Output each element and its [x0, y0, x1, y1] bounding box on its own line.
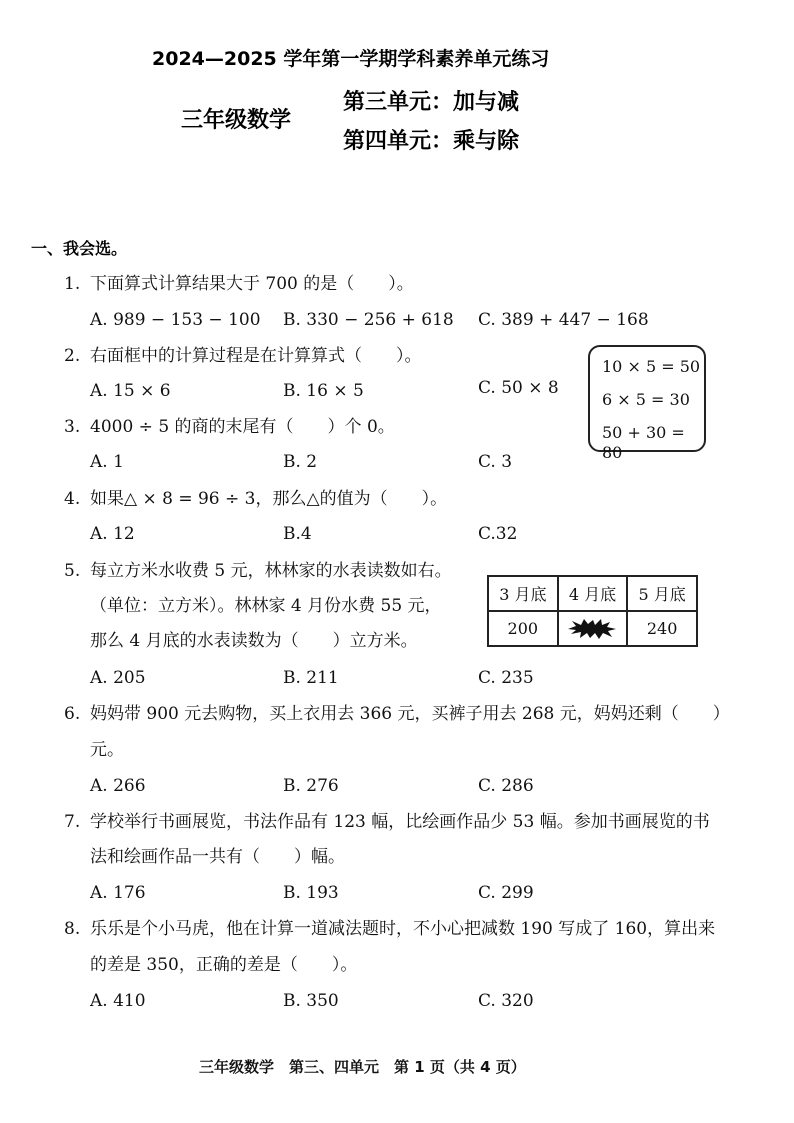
option-b: B. 16 × 5	[283, 381, 364, 401]
option-b: B. 211	[283, 668, 339, 688]
question-text-line: 法和绘画作品一共有（ ）幅。	[90, 847, 345, 867]
table-header-cell: 5 月底	[627, 576, 697, 611]
question-text: 右面框中的计算过程是在计算算式（ ）。	[90, 346, 422, 366]
option-a: A. 410	[90, 991, 146, 1011]
calc-line: 50 + 30 = 80	[602, 423, 685, 462]
subject-label: 三年级数学	[181, 108, 292, 133]
table-row	[488, 611, 697, 646]
question-text-line: （单位：立方米）。林林家 4 月份水费 55 元，	[90, 596, 442, 616]
table-header-cell: 3 月底	[488, 576, 558, 611]
question-number: 3.	[64, 417, 81, 437]
option-c: C. 3	[478, 452, 513, 472]
option-c: C. 389 + 447 − 168	[478, 310, 649, 330]
option-c: C. 286	[478, 776, 534, 796]
question-text-line: 学校举行书画展览，书法作品有 123 幅，比绘画作品少 53 幅。参加书画展览的书	[90, 812, 710, 832]
table-row	[488, 576, 697, 611]
calc-line: 6 × 5 = 30	[602, 390, 690, 409]
option-a: A. 15 × 6	[90, 381, 171, 401]
option-a: A. 266	[90, 776, 146, 796]
option-c: C. 320	[478, 991, 534, 1011]
option-a: A. 12	[90, 524, 135, 544]
table-cell: 240	[627, 611, 697, 646]
question-text-line: 妈妈带 900 元去购物，买上衣用去 366 元，买裤子用去 268 元，妈妈还剩（ ）	[90, 704, 730, 724]
calculation-box	[588, 345, 706, 462]
option-c: C.32	[478, 524, 518, 544]
question-number: 7.	[64, 812, 81, 832]
question-number: 4.	[64, 489, 81, 509]
question-text: 4000 ÷ 5 的商的末尾有（ ）个 0。	[90, 417, 395, 437]
option-b: B. 350	[283, 991, 339, 1011]
question-number: 2.	[64, 346, 81, 366]
question-text-line: 那么 4 月底的水表读数为（ ）立方米。	[90, 631, 418, 651]
question-text: 如果△ × 8 = 96 ÷ 3，那么△的值为（ ）。	[90, 489, 448, 509]
calc-line: 10 × 5 = 50	[602, 357, 701, 376]
option-b: B. 193	[283, 883, 339, 903]
section-title: 一、我会选。	[31, 239, 128, 258]
question-text-line: 元。	[90, 740, 124, 760]
option-a: A. 176	[90, 883, 146, 903]
option-a: A. 989 − 153 − 100	[90, 310, 261, 330]
question-number: 1.	[64, 274, 81, 294]
table-cell: 200	[488, 611, 558, 646]
exam-title: 2024—2025 学年第一学期学科素养单元练习	[152, 48, 550, 70]
unit-3-title: 第三单元：加与减	[343, 90, 520, 115]
option-c: C. 235	[478, 668, 534, 688]
option-b: B. 276	[283, 776, 339, 796]
option-a: A. 1	[90, 452, 124, 472]
water-meter-table	[487, 575, 698, 647]
unit-4-title: 第四单元：乘与除	[343, 129, 520, 154]
question-number: 5.	[64, 561, 81, 581]
option-b: B.4	[283, 524, 312, 544]
option-c: C. 299	[478, 883, 534, 903]
page-footer: 三年级数学 第三、四单元 第 1 页（共 4 页）	[199, 1058, 526, 1076]
question-number: 8.	[64, 919, 81, 939]
option-a: A. 205	[90, 668, 146, 688]
option-b: B. 330 − 256 + 618	[283, 310, 454, 330]
question-text: 下面算式计算结果大于 700 的是（ ）。	[90, 274, 414, 294]
question-number: 6.	[64, 704, 81, 724]
question-text-line: 的差是 350，正确的差是（ ）。	[90, 955, 358, 975]
question-text-line: 每立方米水收费 5 元，林林家的水表读数如右。	[90, 561, 452, 581]
ink-blot-cell	[558, 611, 628, 646]
option-c: C. 50 × 8	[478, 378, 559, 398]
question-text-line: 乐乐是个小马虎，他在计算一道减法题时，不小心把减数 190 写成了 160，算出来	[90, 919, 716, 939]
table-header-cell: 4 月底	[558, 576, 628, 611]
option-b: B. 2	[283, 452, 318, 472]
ink-blot-icon	[566, 618, 618, 640]
